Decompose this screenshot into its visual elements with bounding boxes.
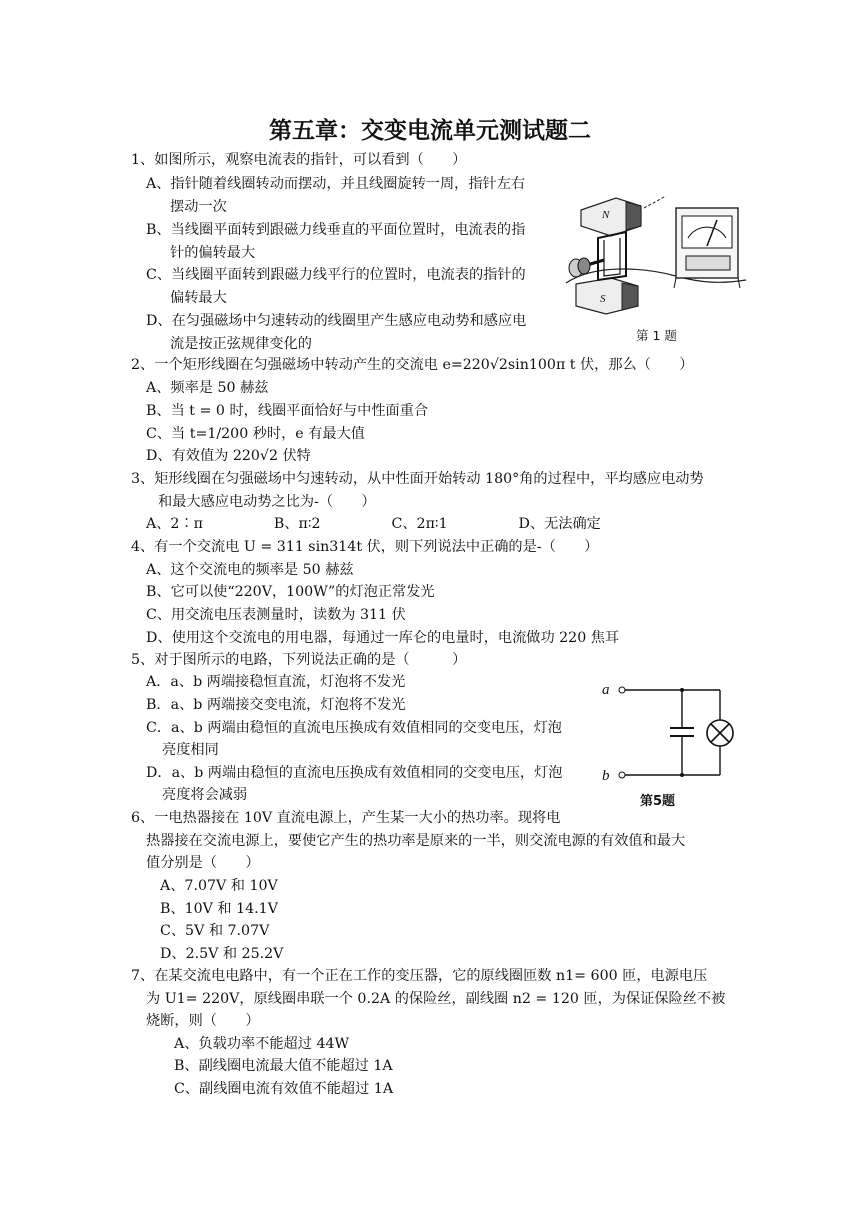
terminal-b-label: b xyxy=(602,768,610,784)
q1-option-a-cont: 摆动一次 xyxy=(170,199,227,215)
terminal-a xyxy=(619,687,625,693)
figure-5-circuit-diagram xyxy=(598,678,748,788)
q6-option-b: B、10V 和 14.1V xyxy=(160,901,278,917)
q7-stem-cont: 为 U1= 220V，原线圈串联一个 0.2A 的保险丝，副线圈 n2 = 120 匝，为保证保险丝不被 xyxy=(146,991,726,1007)
q7-stem-cont2: 烧断，则（ ） xyxy=(146,1013,260,1029)
page-title: 第五章：交变电流单元测试题二 xyxy=(269,118,591,144)
q4-stem: 4、有一个交流电 U = 311 sin314t 伏，则下列说法中正确的是-（ ） xyxy=(131,539,599,555)
north-label: N xyxy=(602,209,610,221)
q1-option-b: B、当线圈平面转到跟磁力线垂直的平面位置时，电流表的指 xyxy=(146,222,526,238)
q1-option-d-cont: 流是按正弦规律变化的 xyxy=(170,336,312,352)
q1-option-b-cont: 针的偏转最大 xyxy=(170,245,256,261)
figure-1-generator-diagram xyxy=(556,188,756,328)
q6-stem-cont: 热器接在交流电源上，要使它产生的热功率是原来的一半，则交流电源的有效值和最大 xyxy=(146,833,686,849)
q6-option-c: C、5V 和 7.07V xyxy=(160,923,270,939)
q1-option-d: D、在匀强磁场中匀速转动的线圈里产生感应电动势和感应电 xyxy=(146,313,527,329)
q4-option-c: C、用交流电压表测量时，读数为 311 伏 xyxy=(146,607,406,623)
q6-option-a: A、7.07V 和 10V xyxy=(160,878,278,894)
figure-1-caption: 第 1 题 xyxy=(636,328,677,343)
terminal-a-label: a xyxy=(602,682,610,698)
q1-stem: 1、如图所示，观察电流表的指针，可以看到（ ） xyxy=(131,152,467,168)
q4-option-b: B、它可以使“220V，100W”的灯泡正常发光 xyxy=(146,584,435,600)
south-label: S xyxy=(600,293,606,305)
q5-option-c: C．a、b 两端由稳恒的直流电压换成有效值相同的交变电压，灯泡 xyxy=(146,720,562,736)
q7-option-b: B、副线圈电流最大值不能超过 1A xyxy=(174,1058,393,1074)
q2-option-c: C、当 t=1/200 秒时，e 有最大值 xyxy=(146,426,365,442)
q5-stem: 5、对于图所示的电路，下列说法正确的是（ ） xyxy=(131,652,467,668)
coil xyxy=(598,232,626,280)
q3-stem: 3、矩形线圈在匀强磁场中匀速转动，从中性面开始转动 180°角的过程中，平均感应电动势 xyxy=(131,471,704,487)
q7-option-a: A、负载功率不能超过 44W xyxy=(174,1036,350,1052)
q3-options: A、2∶π B、π∶2 C、2π∶1 D、无法确定 xyxy=(146,516,601,532)
q1-option-a: A、指针随着线圈转动而摆动，并且线圈旋转一周，指针左右 xyxy=(146,176,526,192)
terminal-b xyxy=(619,772,625,778)
q7-stem: 7、在某交流电电路中，有一个正在工作的变压器，它的原线圈匝数 n1= 600 匝，电源电压 xyxy=(131,968,708,984)
q1-option-c-cont: 偏转最大 xyxy=(170,290,227,306)
q5-option-d-cont: 亮度将会减弱 xyxy=(162,787,248,803)
q5-option-c-cont: 亮度相同 xyxy=(162,742,219,758)
q5-option-d: D．a、b 两端由稳恒的直流电压换成有效值相同的交变电压，灯泡 xyxy=(146,765,563,781)
q5-option-b: B．a、b 两端接交变电流，灯泡将不发光 xyxy=(146,697,406,713)
figure-5-caption: 第5题 xyxy=(640,794,676,809)
q3-stem-cont: 和最大感应电动势之比为-（ ） xyxy=(158,494,376,510)
q6-option-d: D、2.5V 和 25.2V xyxy=(160,946,284,962)
q2-stem: 2、一个矩形线圈在匀强磁场中转动产生的交流电 e=220√2sin100π t 伏，那么（ ） xyxy=(131,357,694,373)
q4-option-a: A、这个交流电的频率是 50 赫兹 xyxy=(146,562,354,578)
q2-option-b: B、当 t = 0 时，线圈平面恰好与中性面重合 xyxy=(146,403,429,419)
q1-option-c: C、当线圈平面转到跟磁力线平行的位置时，电流表的指针的 xyxy=(146,267,526,283)
q6-stem: 6、一电热器接在 10V 直流电源上，产生某一大小的热功率。现将电 xyxy=(131,810,561,826)
q2-option-d: D、有效值为 220√2 伏特 xyxy=(146,448,311,464)
q7-option-c: C、副线圈电流有效值不能超过 1A xyxy=(174,1081,394,1097)
q6-stem-cont2: 值分别是（ ） xyxy=(146,855,260,871)
q4-option-d: D、使用这个交流电的用电器，每通过一库仑的电量时，电流做功 220 焦耳 xyxy=(146,630,620,646)
q5-option-a: A．a、b 两端接稳恒直流，灯泡将不发光 xyxy=(146,674,406,690)
q2-option-a: A、频率是 50 赫兹 xyxy=(146,380,269,396)
